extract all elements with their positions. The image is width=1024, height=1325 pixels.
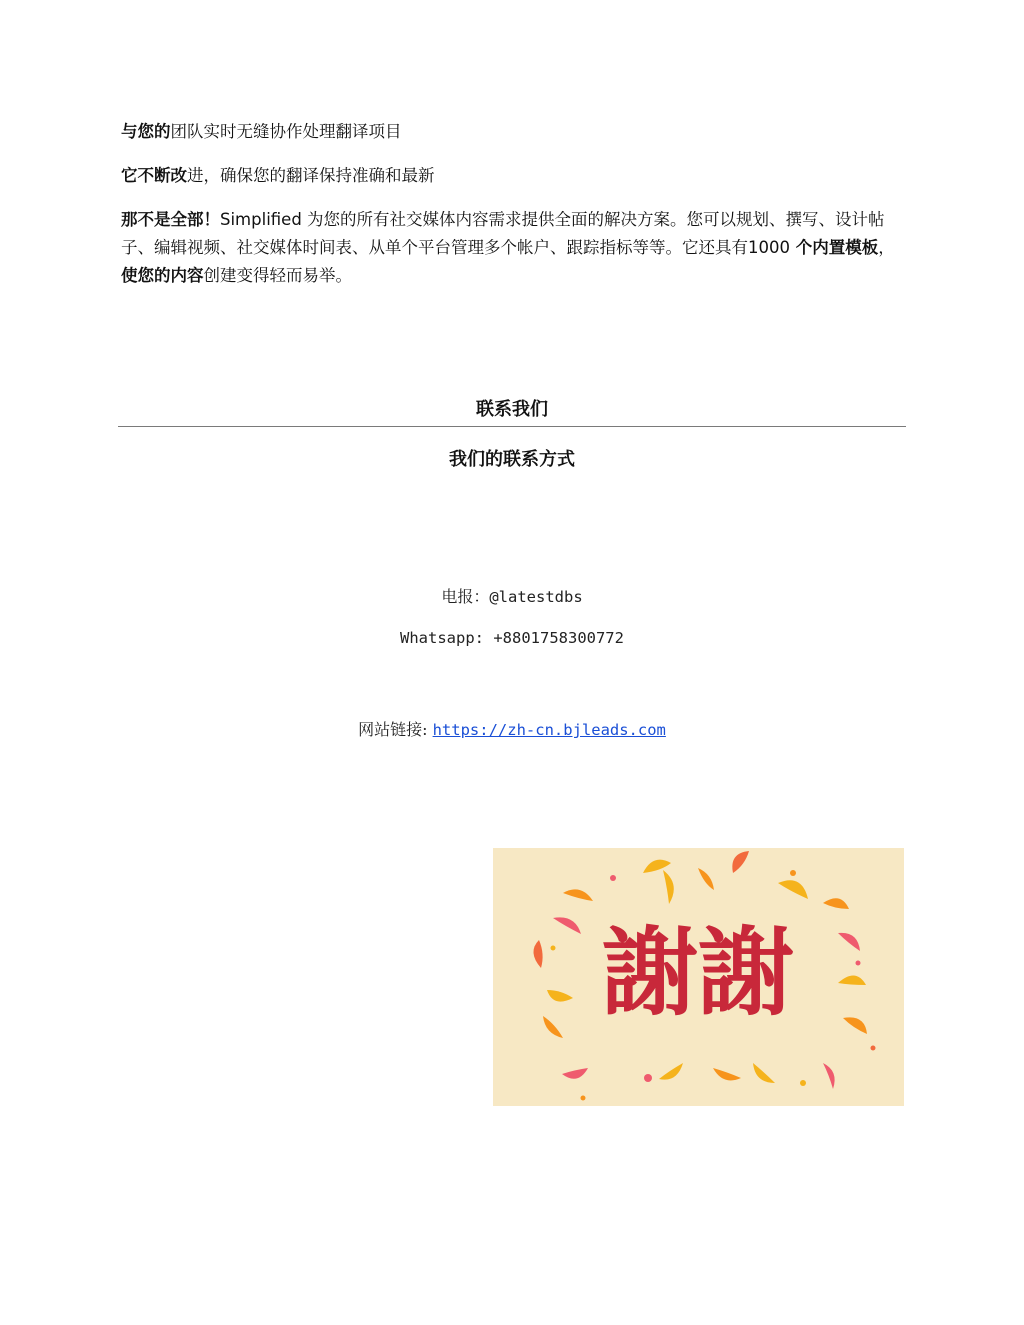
thank-you-text: 謝謝 <box>602 917 794 1029</box>
contact-heading: 联系我们 <box>476 399 548 420</box>
thank-you-image <box>493 848 904 1106</box>
paragraph-text: 为您的所有社交媒体内容需求提供全面的解决方案。您可以规划、撰写、设计帖子、编辑视频、社交媒体时间表、从单个平台管理多个帐户、跟踪指标等等。它还具有 <box>121 210 885 257</box>
telegram-label: 电报： <box>441 587 490 606</box>
telegram-handle: @latestdbs <box>489 588 583 606</box>
brand-name: Simplified <box>220 210 302 229</box>
telegram-contact <box>0 584 1024 607</box>
whatsapp-label: Whatsapp: <box>400 629 494 647</box>
paragraph-bold-lead: 那不是全部！ <box>121 210 220 229</box>
paragraph-simplified <box>121 206 896 290</box>
website-label: 网站链接: <box>358 720 433 739</box>
paragraph-collaboration <box>121 118 901 146</box>
section-divider <box>118 426 906 427</box>
paragraph-text: 团队实时无缝协作处理翻译项目 <box>170 122 402 141</box>
paragraph-bold-lead: 它不断改 <box>121 166 187 185</box>
paragraph-bold-lead: 与您的 <box>121 122 171 141</box>
website-contact <box>0 717 1024 740</box>
paragraph-bold-templates: 个内置模板 <box>790 238 879 257</box>
contact-subheading: 我们的联系方式 <box>449 449 575 470</box>
paragraph-improvement <box>121 162 901 190</box>
template-count: 1000 <box>748 238 790 257</box>
paragraph-bold-content: 使您的内容 <box>121 266 204 285</box>
whatsapp-number: +8801758300772 <box>493 629 624 647</box>
paragraph-comma: ， <box>878 238 895 257</box>
paragraph-text: 进，确保您的翻译保持准确和最新 <box>187 166 435 185</box>
thank-you-illustration <box>493 848 904 1106</box>
whatsapp-contact <box>0 629 1024 648</box>
website-link[interactable]: https://zh-cn.bjleads.com <box>432 721 666 739</box>
paragraph-text-end: 创建变得轻而易举。 <box>203 266 352 285</box>
